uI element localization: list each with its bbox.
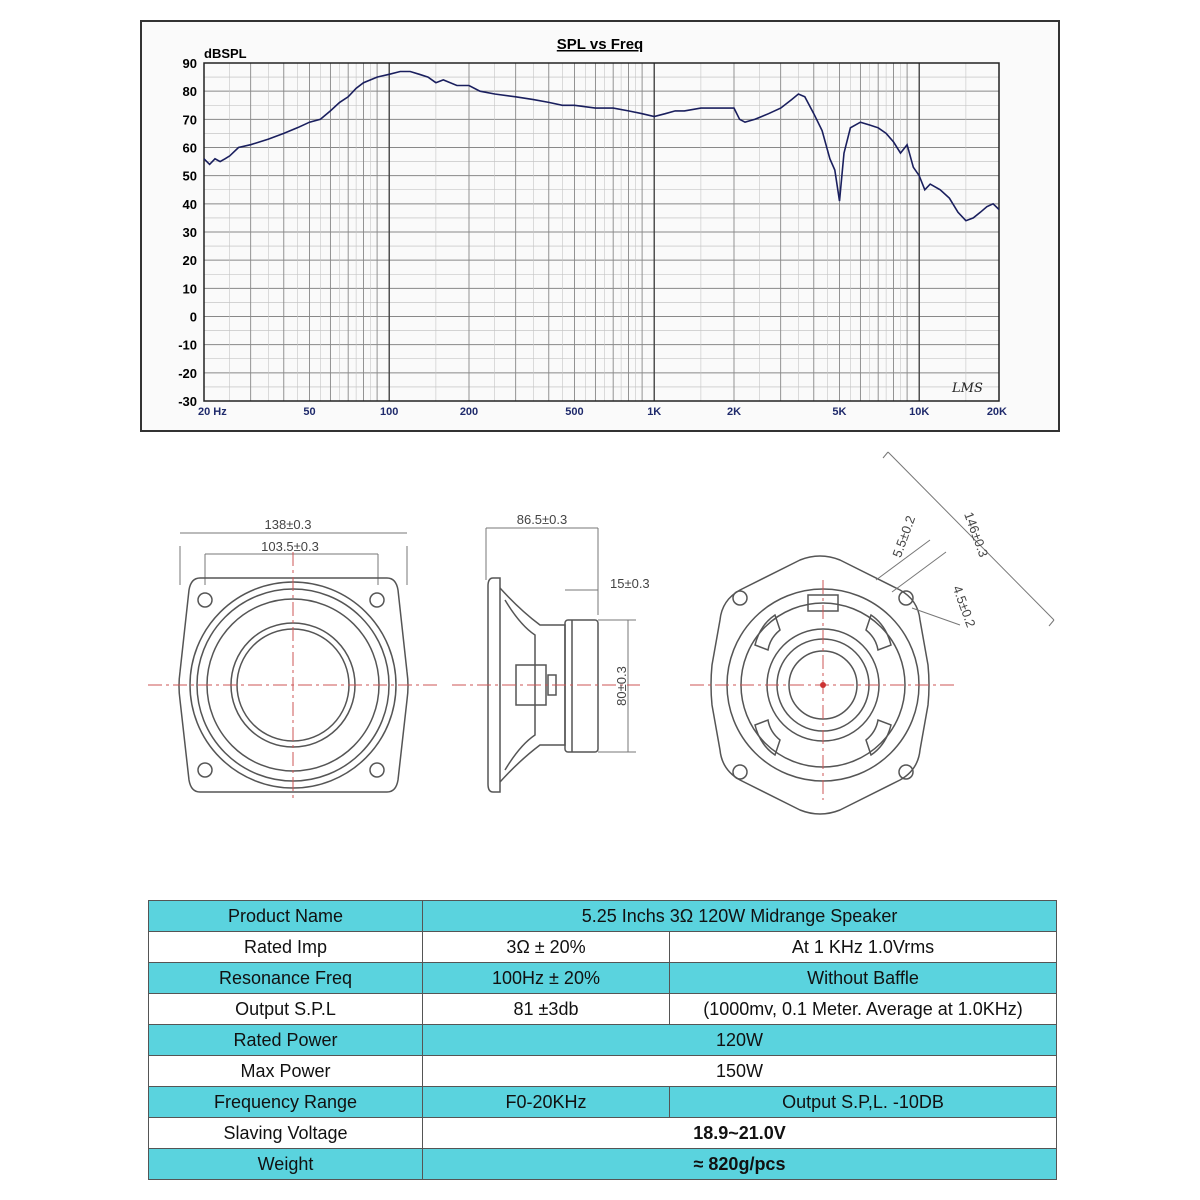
spec-row-resonance-freq [149,963,1057,994]
x-tick-label: 20 Hz [198,406,227,418]
spec-label: Resonance Freq [149,963,423,994]
chart-frame [141,21,1059,431]
spec-value: 3Ω ± 20% [423,932,670,963]
y-tick-label: 90 [182,56,197,71]
spec-value: 18.9~21.0V [423,1118,1057,1149]
x-tick-label: 500 [565,406,584,418]
x-tick-label: 2K [726,406,742,418]
x-tick-label: 5K [832,406,847,418]
side-view-drawing [452,528,640,792]
spec-value: Output S.P,L. -10DB [670,1087,1057,1118]
chart-title: SPL vs Freq [556,36,644,53]
x-tick-label: 50 [303,406,316,418]
spec-label: Weight [149,1149,423,1180]
front-inner-dimension: 103.5±0.3 [261,539,319,554]
y-tick-label: 20 [182,253,197,269]
side-depth-dimension: 86.5±0.3 [516,512,568,527]
spec-label: Frequency Range [149,1087,423,1118]
spec-label: Rated Imp [149,932,423,963]
y-tick-label: 10 [182,281,197,297]
side-magnet-dimension: 80±0.3 [614,666,629,706]
front-outer-dimension: 138±0.3 [264,517,312,532]
back-center-dot [820,682,826,688]
spec-row-frequency-range [149,1087,1057,1118]
y-tick-label: 40 [182,196,197,212]
spec-value: 81 ±3db [423,994,670,1025]
spec-row-rated-imp [149,932,1057,963]
y-tick-label: 30 [182,225,197,240]
spec-row-rated-power [149,1025,1057,1056]
spec-value: 150W [423,1056,1057,1087]
y-tick-label: 0 [189,309,197,325]
spec-value: 120W [423,1025,1057,1056]
spl-chart [0,0,1200,440]
spec-value: 5.25 Inchs 3Ω 120W Midrange Speaker [423,901,1057,932]
spec-row-slaving-voltage [149,1118,1057,1149]
spec-label: Max Power [149,1056,423,1087]
y-tick-label: 80 [182,84,197,100]
spec-label: Slaving Voltage [149,1118,423,1149]
spec-value: F0-20KHz [423,1087,670,1118]
back-hole-dimension-2: 4.5±0.2 [949,583,979,630]
spec-row-output-spl [149,994,1057,1025]
back-hole-dimension-1: 5.5±0.2 [889,513,919,560]
lms-watermark: LMS [952,381,983,396]
spec-row-max-power [149,1056,1057,1087]
spec-value: ≈ 820g/pcs [423,1149,1057,1180]
spec-value: (1000mv, 0.1 Meter. Average at 1.0KHz) [670,994,1057,1025]
side-plate-dimension: 15±0.3 [610,576,650,591]
y-tick-label: 60 [182,140,197,156]
spec-row-weight [149,1149,1057,1180]
x-tick-label: 20K [986,406,1007,418]
spec-row-product-name [149,901,1057,932]
y-tick-label: -10 [178,337,197,353]
x-tick-label: 100 [380,406,399,418]
back-diagonal-dimension: 146±0.3 [961,509,992,560]
x-tick-label: 1K [647,406,662,418]
spec-value: Without Baffle [670,963,1057,994]
spec-label: Rated Power [149,1025,423,1056]
x-tick-label: 10K [909,406,930,418]
y-tick-label: -20 [178,365,197,381]
spec-table [148,900,1057,1180]
speaker-drawings [0,440,1200,880]
spec-label: Product Name [149,901,423,932]
x-tick-label: 200 [459,406,479,418]
back-view-drawing [690,452,1054,814]
y-axis-label: dBSPL [204,46,247,61]
y-tick-label: 70 [182,112,197,128]
y-tick-label: 50 [182,168,197,184]
spec-value: 100Hz ± 20% [423,963,670,994]
front-view-drawing [148,533,438,800]
spec-label: Output S.P.L [149,994,423,1025]
y-tick-label: -30 [178,394,197,409]
spec-value: At 1 KHz 1.0Vrms [670,932,1057,963]
